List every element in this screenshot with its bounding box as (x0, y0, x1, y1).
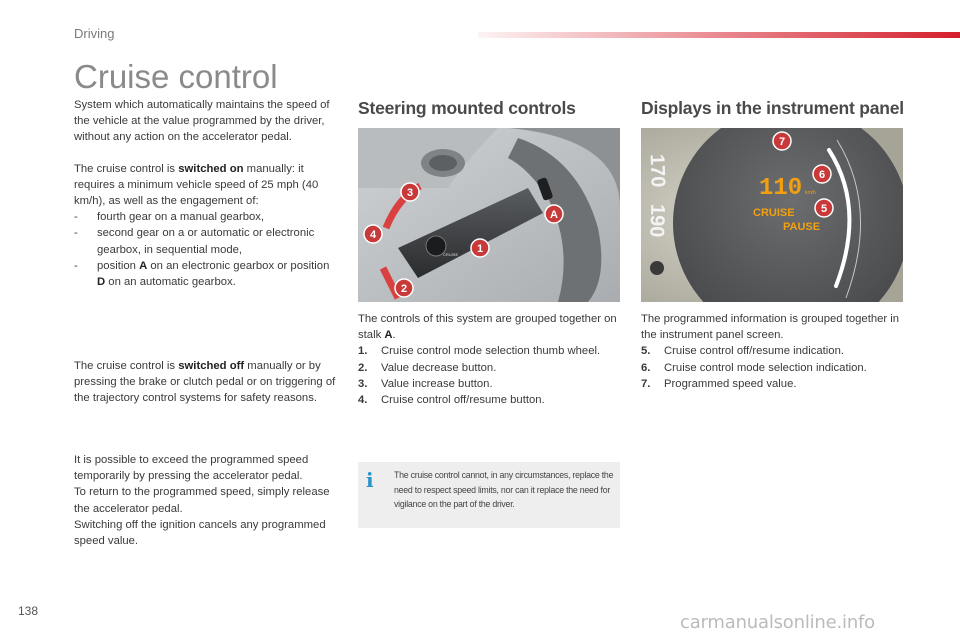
list-item: - fourth gear on a manual gearbox, (74, 211, 265, 224)
page-title: Cruise control (74, 58, 278, 95)
display-unit: km/h (805, 190, 816, 196)
figure-label-7: 7 (778, 136, 786, 148)
switched-off-paragraph: The cruise control is switched off manually or by pressing the brake or clutch pedal or on triggering of the trajectory control systems for safety reasons. (74, 360, 336, 405)
steering-controls-text (358, 311, 620, 408)
left-column (74, 97, 340, 290)
figure-label-3: 3 (406, 187, 414, 199)
list-item: 7. Programmed speed value. (641, 377, 797, 390)
instrument-displays-text (641, 311, 903, 392)
instrument-intro: The programmed information is grouped together in the instrument panel screen. (641, 313, 900, 342)
switched-on-paragraph: The cruise control is switched on manually: it requires a minimum vehicle speed of 25 mph (40 km/h), as well as the engagement of: (74, 162, 319, 208)
figure-label-6: 6 (818, 169, 826, 181)
instrument-displays-heading: Displays in the instrument panel (641, 98, 904, 118)
steering-stalk-illustration (358, 128, 620, 302)
instrument-panel-figure (641, 128, 903, 302)
dial-label-170: 170 (645, 153, 669, 188)
dial-label-190: 190 (645, 203, 669, 238)
exceed-paragraph: It is possible to exceed the programmed speed temporarily by pressing the accelerator pedal. To return to the programmed speed, simply release the accelerator pedal. Switching off the ignition cancels any programmed speed value. (74, 454, 330, 548)
info-box (358, 462, 620, 528)
list-item: 4. Cruise control off/resume button. (358, 394, 545, 407)
header-accent-bar (478, 32, 960, 38)
watermark: carmanualsonline.info (680, 612, 875, 633)
section-label: Driving (74, 26, 115, 41)
instrument-panel-illustration (641, 128, 903, 302)
list-item: 3. Value increase button. (358, 377, 493, 390)
figure-label-5: 5 (820, 203, 828, 215)
figure-label-a: A (550, 209, 558, 221)
intro-paragraph: System which automatically maintains the speed of the vehicle at the value programmed by the driver, without any action on the accelerator pedal. (74, 99, 330, 144)
display-pause: PAUSE (783, 221, 821, 233)
info-icon: i (366, 468, 374, 492)
list-item: - position A on an electronic gearbox or position D on an automatic gearbox. (74, 259, 330, 289)
page-number: 138 (18, 604, 39, 618)
steering-intro: The controls of this system are grouped together on stalk A. (358, 313, 617, 342)
stalk-cruise-label: CRUISE (443, 252, 459, 257)
display-speed: 110 (759, 175, 803, 202)
steering-controls-heading: Steering mounted controls (358, 98, 576, 118)
list-item: 5. Cruise control off/resume indication. (641, 345, 844, 358)
list-item: 2. Value decrease button. (358, 361, 497, 374)
list-item: 1. Cruise control mode selection thumb wheel. (358, 345, 601, 358)
steering-controls-figure (358, 128, 620, 302)
list-item: - second gear on a or automatic or electronic gearbox, in sequential mode, (74, 227, 315, 256)
figure-label-4: 4 (369, 229, 377, 241)
figure-label-1: 1 (476, 243, 484, 255)
figure-label-2: 2 (400, 283, 408, 295)
display-cruise: CRUISE (753, 207, 795, 219)
info-text: The cruise control cannot, in any circumstances, replace the need to respect speed limits, nor can it replace the need for vigilance on the part of the driver. (394, 470, 614, 509)
list-item: 6. Cruise control mode selection indication. (641, 361, 867, 374)
